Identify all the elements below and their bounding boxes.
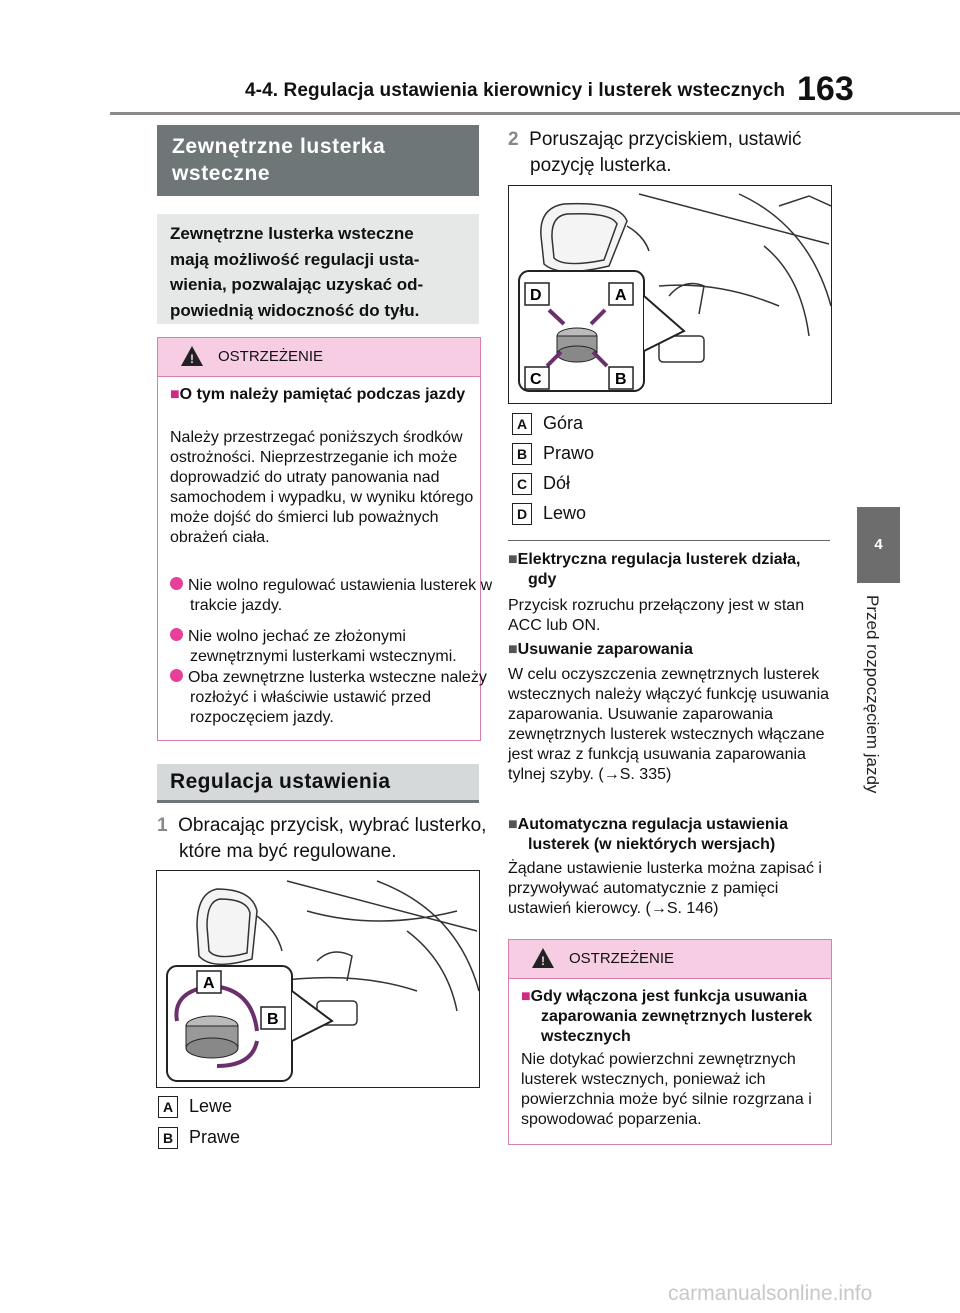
warning-bullet-text: Nie wolno regulować ustawienia lusterek w trakcie jazdy. [188, 577, 493, 614]
square-bullet-icon: ■ [508, 816, 518, 833]
warning-label: OSTRZEŻENIE [218, 348, 324, 365]
warning-subtitle-text: O tym należy pamiętać podczas jazdy [179, 386, 466, 403]
warning-subtitle [521, 987, 841, 1047]
legend-label-down: Dół [543, 473, 571, 493]
running-header-title: 4-4. Regulacja ustawienia kierownicy i lusterek wstecznych [245, 80, 786, 101]
header-rule [110, 112, 960, 115]
intro-line: wienia, pozwalając uzyskać od- [170, 275, 424, 294]
info-body: W celu oczyszczenia zewnętrznych lusterek wstecznych należy włączyć funkcję usuwania zaparowania. Usuwanie zaparowania zewnętrznych lusterek wstecznych włączane jest wraz z funkcją usuwania zaparowania tylnej szyby. (→S. 335) [508, 666, 830, 783]
watermark: carmanualsonline.info [668, 1282, 873, 1305]
info-subtitle [508, 815, 848, 855]
square-bullet-icon: ■ [170, 386, 180, 403]
step-2 [508, 127, 860, 179]
square-bullet-icon: ■ [508, 641, 518, 658]
legend-key-a: A [512, 413, 532, 435]
step-text: Poruszając przyciskiem, ustawić pozycję lusterka. [529, 129, 802, 176]
bullet-dot-icon [170, 669, 183, 682]
chapter-number: 4 [874, 536, 883, 553]
legend-key-b: B [158, 1127, 178, 1149]
legend-key-c: C [512, 473, 532, 495]
illustration-label-b: B [267, 1011, 279, 1028]
subsection-heading: Regulacja ustawienia [170, 770, 391, 793]
warning-label: OSTRZEŻENIE [569, 950, 675, 967]
legend-label-right: Prawe [189, 1127, 241, 1147]
illustration-label-b: B [615, 371, 627, 388]
illustration-mirror-select [156, 870, 480, 1088]
warning-body: Należy przestrzegać poniższych środków ostrożności. Nieprzestrzeganie ich może doprowadzić do utraty panowania nad samochodem i wypadku, w wyniku którego może dojść do śmierci lub poważnych obrażeń ciała. [170, 429, 474, 546]
illustration-label-d: D [530, 287, 542, 304]
info-body: Przycisk rozruchu przełączony jest w stan ACC lub ON. [508, 597, 805, 634]
square-bullet-icon: ■ [521, 988, 531, 1005]
info-subtitle-text: Usuwanie zaparowania [517, 641, 693, 658]
exclamation-icon: ! [541, 954, 545, 968]
warning-bullet-text: Nie wolno jechać ze złożonymi zewnętrznymi lusterkami wstecznymi. [188, 628, 457, 665]
illustration-label-c: C [530, 371, 542, 388]
intro-line: mają możliwość regulacji usta- [170, 249, 420, 269]
step-number: 1 [157, 815, 168, 836]
illustration-mirror-adjust [508, 185, 832, 404]
section-heading: Zewnętrzne lusterka wsteczne [172, 135, 386, 185]
intro-line: Zewnętrzne lusterka wsteczne [170, 224, 414, 243]
illustration-label-a: A [203, 975, 215, 992]
info-body: Żądane ustawienie lusterka można zapisać i przywoływać automatycznie z pamięci ustawień kierowcy. (→S. 146) [508, 860, 822, 917]
illustration-label-a: A [615, 287, 627, 304]
warning-subtitle-text: Gdy włączona jest funkcja usuwania zaparowania zewnętrznych lusterek wstecznych [530, 988, 813, 1045]
info-subtitle [508, 640, 848, 660]
warning-body: Nie dotykać powierzchni zewnętrznych lusterek wstecznych, ponieważ ich powierzchnia może być silnie rozgrzana i spowodować poparzenia. [521, 1051, 812, 1128]
intro-line: powiednią widoczność do tyłu. [170, 300, 420, 320]
warning-bullet [170, 668, 495, 728]
info-subtitle [508, 550, 828, 590]
legend-label-up: Góra [543, 413, 584, 433]
warning-bullet-text: Oba zewnętrzne lusterka wsteczne należy rozłożyć i właściwie ustawić przed rozpoczęciem jazdy. [188, 669, 487, 726]
bullet-dot-icon [170, 577, 183, 590]
mirror-adjust-drawing [509, 186, 831, 403]
step-1 [157, 813, 504, 865]
bullet-dot-icon [170, 628, 183, 641]
info-subtitle-text: Elektryczna regulacja lusterek działa, gdy [517, 551, 801, 588]
legend-key-b: B [512, 443, 532, 465]
legend-label-left: Lewe [189, 1096, 233, 1116]
divider [508, 540, 830, 541]
mirror-select-drawing [157, 871, 479, 1087]
legend-key-d: D [512, 503, 532, 525]
page-number: 163 [797, 70, 854, 108]
warning-bullet [170, 627, 495, 667]
warning-bullet [170, 576, 495, 616]
legend-key-a: A [158, 1096, 178, 1118]
legend-label-left: Lewo [543, 503, 587, 523]
intro-text [170, 221, 475, 323]
square-bullet-icon: ■ [508, 551, 518, 568]
step-number: 2 [508, 129, 519, 150]
legend-label-right: Prawo [543, 443, 595, 463]
step-text: Obracając przycisk, wybrać lusterko, które ma być regulowane. [178, 815, 487, 862]
chapter-label: Przed rozpoczęciem jazdy [863, 595, 882, 794]
exclamation-icon: ! [190, 352, 194, 366]
info-subtitle-text: Automatyczna regulacja ustawienia lusterek (w niektórych wersjach) [517, 816, 788, 853]
warning-subtitle [170, 385, 490, 405]
